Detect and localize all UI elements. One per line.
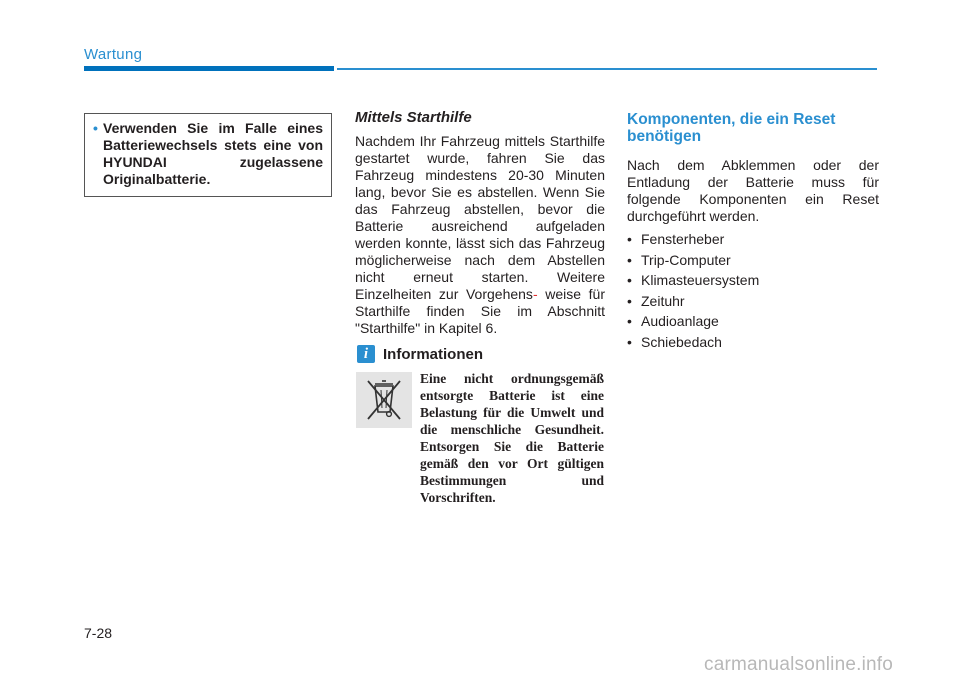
bullet-icon: • bbox=[93, 120, 98, 136]
bullet-icon: • bbox=[627, 313, 632, 329]
reset-section bbox=[627, 111, 879, 352]
note-item bbox=[93, 120, 323, 188]
reset-heading: Komponenten, die ein Reset benötigen bbox=[627, 111, 836, 145]
bullet-icon: • bbox=[627, 292, 632, 309]
header-rule-thick bbox=[84, 66, 334, 71]
jump-start-body-part2: weise für Starthilfe finden Sie im Abschnitt "Starthilfe" in Kapitel 6. bbox=[355, 286, 606, 336]
bullet-icon: • bbox=[627, 231, 632, 247]
list-item-label: Schiebedach bbox=[641, 333, 722, 350]
list-item-label: Audioanlage bbox=[641, 313, 719, 329]
information-body: Eine nicht ordnungsgemäß entsorgte Batterie ist eine Belastung für die Umwelt und die menschliche Gesundheit. Entsorgen Sie die Batterie gemäß den vor Ort gültigen Bestimmungen und Vorschriften. bbox=[420, 371, 604, 505]
list-item bbox=[627, 270, 879, 291]
note-text: Verwenden Sie im Falle eines Batteriewechsels stets eine von HYUNDAI zugelassene Originalbatterie. bbox=[103, 120, 323, 187]
section-title: Wartung bbox=[84, 46, 143, 63]
list-item bbox=[627, 291, 879, 312]
page-number: 7-28 bbox=[84, 625, 113, 641]
bullet-icon: • bbox=[627, 272, 632, 288]
reset-list bbox=[627, 229, 879, 352]
header-rule-thin bbox=[337, 68, 877, 70]
hyphen-mark: - bbox=[532, 286, 538, 302]
info-icon: i bbox=[357, 345, 375, 363]
list-item-label: Klimasteuersystem bbox=[641, 272, 760, 288]
list-item bbox=[627, 332, 879, 353]
bullet-icon: • bbox=[627, 251, 632, 268]
list-item bbox=[627, 229, 879, 250]
jump-start-body bbox=[355, 133, 605, 337]
reset-intro: Nach dem Abklemmen oder der Entladung der Batterie muss für folgende Komponenten ein Reset durchgeführt werden. bbox=[627, 157, 879, 224]
list-item-label: Zeituhr bbox=[641, 292, 685, 309]
jump-start-heading: Mittels Starthilfe bbox=[355, 109, 472, 126]
jump-start-body-part1: Nachdem Ihr Fahrzeug mittels Starthilfe gestartet wurde, fahren Sie das Fahrzeug mindestens 20-30 Minuten lang, bevor Sie es abstellen. Wenn Sie das Fahrzeug abstellen, bevor die Batterie ausreichend aufgeladen werden konnte, lässt sich das Fahrzeug möglicherweise nach dem Abstellen nicht erneut starten. Weitere Einzelheiten zur Vorgehens bbox=[355, 133, 605, 302]
information-title: Informationen bbox=[383, 345, 483, 363]
list-item-label: Fensterheber bbox=[641, 231, 725, 247]
list-item bbox=[627, 311, 879, 332]
note-box bbox=[84, 113, 332, 197]
crossed-bin-icon bbox=[356, 372, 412, 428]
list-item-label: Trip-Computer bbox=[641, 251, 731, 268]
watermark-link[interactable]: carmanualsonline.info bbox=[704, 654, 894, 675]
list-item bbox=[627, 250, 879, 271]
information-header bbox=[357, 345, 483, 363]
crossed-bin-graphic bbox=[356, 372, 412, 428]
bullet-icon: • bbox=[627, 333, 632, 350]
jump-start-section bbox=[355, 109, 605, 337]
